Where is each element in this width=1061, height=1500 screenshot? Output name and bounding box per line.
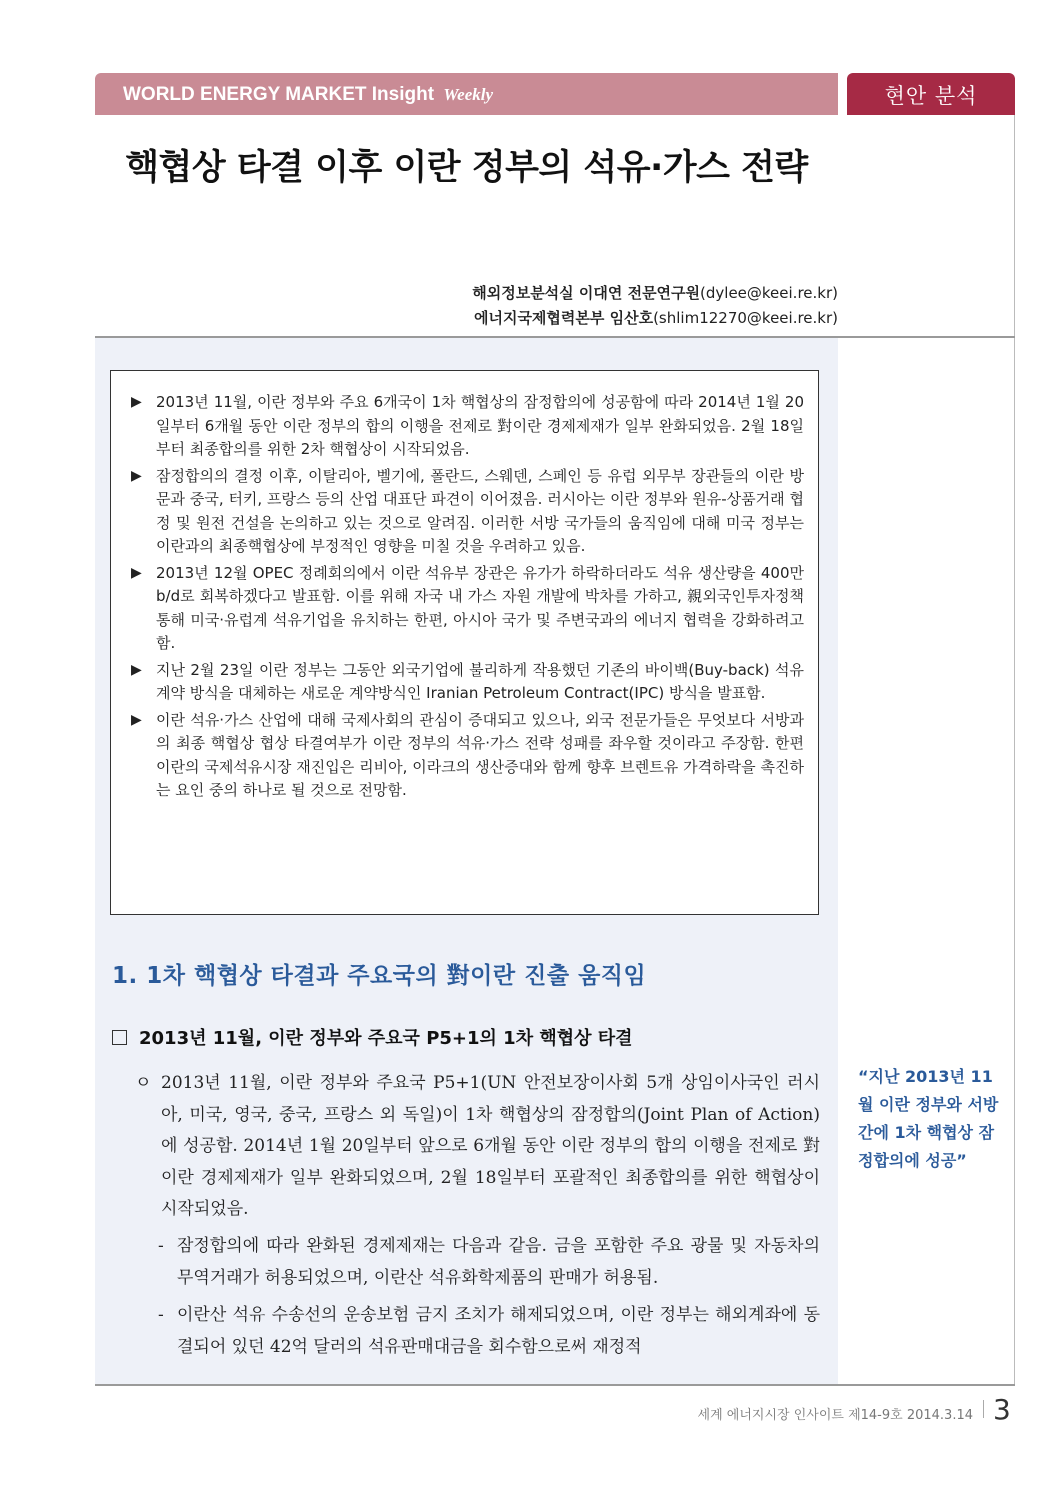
section-heading: 1. 1차 핵협상 타결과 주요국의 對이란 진출 움직임	[112, 963, 647, 989]
author-email: (shlim12270@keei.re.kr)	[653, 309, 838, 327]
body-sub-item-text: 이란산 석유 수송선의 운송보험 금지 조치가 해제되었으며, 이란 정부는 해외계좌에 동결되어 있던 42억 달러의 석유판매대금을 회수함으로써 재정적	[177, 1305, 820, 1357]
square-bullet-icon	[112, 1030, 127, 1045]
section-tab: 현안 분석	[847, 73, 1015, 115]
summary-item-text: 잠정합의의 결정 이후, 이탈리아, 벨기에, 폴란드, 스웨덴, 스페인 등 유럽 외무부 장관들의 이란 방문과 중국, 터키, 프랑스 등의 산업 대표단 파견이 이어졌음. 러시아는 이란 정부와 원유-상품거래 협정 및 원전 건설을 논의하고 있는 것으로 알려짐. 이러한 서방 국가들의 움직임에 대해 미국 정부는 이란과의 최종핵협상에 부정적인 영향을 미칠 것을 우려하고 있음.	[156, 466, 804, 555]
subsection-heading	[112, 1024, 633, 1050]
author-email: (dylee@keei.re.kr)	[700, 284, 838, 302]
article-title: 핵협상 타결 이후 이란 정부의 석유·가스 전략	[125, 148, 808, 188]
body-sub-item	[158, 1231, 820, 1294]
footer-separator	[983, 1400, 984, 1418]
summary-list	[131, 391, 804, 803]
bullet-triangle-icon: ▶	[131, 394, 142, 410]
series-header-bar	[95, 73, 838, 115]
author-affiliation: 에너지국제협력본부 임산호	[473, 309, 654, 327]
series-title: WORLD ENERGY MARKET Insight	[123, 84, 435, 105]
summary-item-text: 2013년 12월 OPEC 정례회의에서 이란 석유부 장관은 유가가 하락하더라도 석유 생산량을 400만b/d로 회복하겠다고 발표함. 이를 위해 자국 내 가스 자원 개발에 박차를 가하고, 親외국인투자정책 통해 미국·유럽계 석유기업을 유치하는 한편, 아시아 국가 및 주변국과의 에너지 협력을 강화하려고 함.	[156, 563, 804, 652]
circle-bullet-icon: ㅇ	[135, 1073, 152, 1093]
summary-item	[131, 562, 804, 656]
body-sub-item-text: 잠정합의에 따라 완화된 경제제재는 다음과 같음. 금을 포함한 주요 광물 및 자동차의 무역거래가 허용되었으며, 이란산 석유화학제품의 판매가 허용됨.	[177, 1236, 820, 1288]
series-weekly-label: Weekly	[443, 85, 494, 104]
author-line	[472, 281, 838, 306]
side-pull-quote: “지난 2013년 11월 이란 정부와 서방 간에 1차 핵협상 잠정합의에 성공”	[858, 1067, 999, 1170]
summary-item-text: 이란 석유·가스 산업에 대해 국제사회의 관심이 증대되고 있으나, 외국 전문가들은 무엇보다 서방과의 최종 핵협상 협상 타결여부가 이란 정부의 석유·가스 전략 성패를 좌우할 것이라고 주장함. 한편 이란의 국제석유시장 재진입은 리비아, 이라크의 생산증대와 함께 향후 브렌트유 가격하락을 촉진하는 요인 중의 하나로 될 것으로 전망함.	[156, 710, 804, 799]
subsection-heading-text: 2013년 11월, 이란 정부와 주요국 P5+1의 1차 핵협상 타결	[139, 1028, 633, 1049]
summary-item-text: 2013년 11월, 이란 정부와 주요 6개국이 1차 핵협상의 잠정합의에 성공함에 따라 2014년 1월 20일부터 6개월 동안 이란 정부의 합의 이행을 전제로 對이란 경제제재가 일부 완화되었음. 2월 18일부터 최종합의를 위한 2차 핵협상이 시작되었음.	[156, 393, 804, 458]
bullet-triangle-icon: ▶	[131, 661, 142, 678]
summary-item	[131, 709, 804, 803]
page-number: 3	[993, 1393, 1011, 1426]
summary-box	[110, 370, 819, 915]
summary-item	[131, 659, 804, 706]
right-margin-rule	[1014, 115, 1015, 1385]
dash-bullet: -	[158, 1305, 164, 1325]
summary-item-text: 지난 2월 23일 이란 정부는 그동안 외국기업에 불리하게 작용했던 기존의 바이백(Buy-back) 석유계약 방식을 대체하는 새로운 계약방식인 Iranian Petroleum Contract(IPC) 방식을 발표함.	[156, 660, 804, 702]
bullet-triangle-icon: ▶	[131, 711, 142, 728]
body-paragraph-text: 2013년 11월, 이란 정부와 주요국 P5+1(UN 안전보장이사회 5개 상임이사국인 러시아, 미국, 영국, 중국, 프랑스 외 독일)이 1차 핵협상의 잠정합의(Joint Plan of Action)에 성공함. 2014년 1월 20일부터 앞으로 6개월 동안 이란 정부의 합의 이행을 전제로 對이란 경제제재가 일부 완화되었으며, 2월 18일부터 포괄적인 최종합의를 위한 핵협상이 시작되었음.	[161, 1073, 820, 1219]
author-line	[472, 306, 838, 331]
summary-item	[131, 465, 804, 559]
body-paragraph	[135, 1068, 820, 1226]
bullet-triangle-icon: ▶	[131, 467, 142, 484]
summary-item	[131, 391, 804, 462]
bottom-divider	[95, 1384, 1015, 1386]
body-sub-item	[158, 1300, 820, 1363]
author-block	[472, 281, 838, 331]
author-affiliation: 해외정보분석실 이대연 전문연구원	[472, 284, 701, 302]
dash-bullet: -	[158, 1236, 164, 1256]
footer-publication: 세계 에너지시장 인사이트 제14-9호 2014.3.14	[697, 1408, 973, 1423]
bullet-triangle-icon: ▶	[131, 564, 142, 581]
